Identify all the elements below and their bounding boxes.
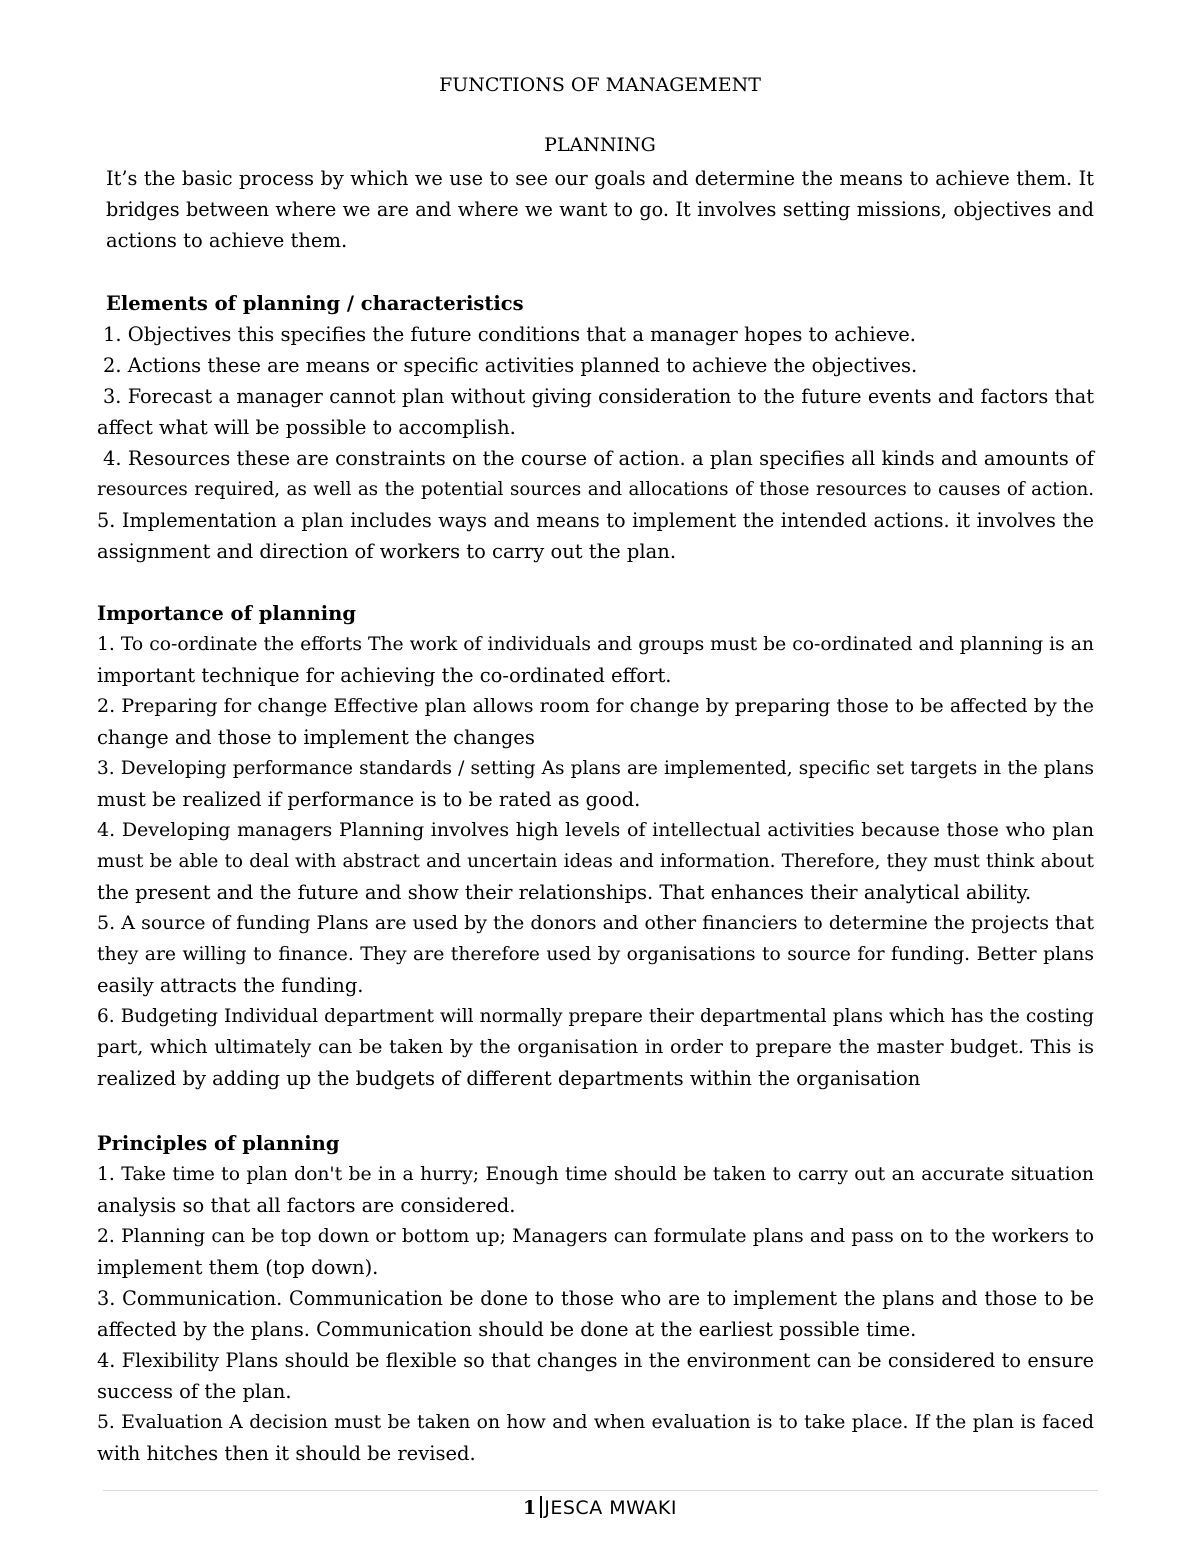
principles-line: success of the plan. bbox=[97, 1380, 292, 1403]
elements-line: 2. Actions these are means or specific activities planned to achieve the objectives. bbox=[103, 354, 918, 377]
principles-line: 5. Evaluation A decision must be taken on how and when evaluation is to take place. If the plan is faced bbox=[97, 1412, 1094, 1433]
elements-heading: Elements of planning / characteristics bbox=[106, 292, 524, 315]
footer-separator bbox=[540, 1496, 542, 1518]
elements-line: 3. Forecast a manager cannot plan without giving consideration to the future events and factors that bbox=[103, 385, 1094, 408]
importance-line: 5. A source of funding Plans are used by the donors and other financiers to determine the projects that bbox=[97, 912, 1094, 934]
importance-line: 1. To co-ordinate the efforts The work of individuals and groups must be co-ordinated and planning is an bbox=[97, 634, 1094, 655]
elements-line: 5. Implementation a plan includes ways and means to implement the intended actions. it involves the bbox=[97, 509, 1094, 532]
section-title: PLANNING bbox=[544, 134, 656, 156]
importance-line: realized by adding up the budgets of different departments within the organisation bbox=[97, 1067, 921, 1090]
principles-line: affected by the plans. Communication should be done at the earliest possible time. bbox=[97, 1318, 917, 1341]
importance-line: they are willing to finance. They are therefore used by organisations to source for funding. Better plans bbox=[97, 944, 1094, 965]
principles-section bbox=[97, 1128, 1094, 1469]
intro-line: actions to achieve them. bbox=[106, 229, 348, 252]
principles-line: with hitches then it should be revised. bbox=[97, 1442, 476, 1465]
principles-line: analysis so that all factors are considered. bbox=[97, 1194, 516, 1217]
importance-line: important technique for achieving the co-ordinated effort. bbox=[97, 664, 672, 687]
intro-line: It’s the basic process by which we use to see our goals and determine the means to achieve them. It bbox=[106, 167, 1094, 190]
importance-line: 3. Developing performance standards / setting As plans are implemented, specific set targets in the plans bbox=[97, 758, 1094, 779]
importance-line: 4. Developing managers Planning involves high levels of intellectual activities because those who plan bbox=[97, 819, 1094, 841]
intro-paragraph bbox=[106, 163, 1094, 256]
principles-line: 3. Communication. Communication be done to those who are to implement the plans and those to be bbox=[97, 1287, 1094, 1310]
importance-line: 2. Preparing for change Effective plan allows room for change by preparing those to be affected by the bbox=[97, 695, 1094, 717]
importance-line: must be realized if performance is to be rated as good. bbox=[97, 788, 641, 811]
elements-line: affect what will be possible to accomplish. bbox=[97, 416, 516, 439]
elements-section bbox=[97, 288, 1094, 567]
importance-heading: Importance of planning bbox=[97, 602, 356, 625]
footer-divider bbox=[103, 1490, 1098, 1491]
principles-line: 4. Flexibility Plans should be flexible so that changes in the environment can be considered to ensure bbox=[97, 1349, 1094, 1372]
elements-line: 1. Objectives this specifies the future conditions that a manager hopes to achieve. bbox=[103, 323, 916, 346]
importance-line: the present and the future and show their relationships. That enhances their analytical ability. bbox=[97, 881, 1032, 904]
page-number: 1 bbox=[523, 1497, 537, 1519]
elements-line: 4. Resources these are constraints on the course of action. a plan specifies all kinds and amounts of bbox=[103, 447, 1094, 470]
principles-line: implement them (top down). bbox=[97, 1256, 379, 1279]
principles-line: 1. Take time to plan don't be in a hurry; Enough time should be taken to carry out an accurate situation bbox=[97, 1164, 1094, 1185]
intro-line: bridges between where we are and where we want to go. It involves setting missions, objectives and bbox=[106, 198, 1094, 221]
principles-heading: Principles of planning bbox=[97, 1132, 340, 1155]
document-title: FUNCTIONS OF MANAGEMENT bbox=[439, 74, 761, 96]
importance-line: easily attracts the funding. bbox=[97, 974, 364, 997]
importance-line: must be able to deal with abstract and uncertain ideas and information. Therefore, they must think about bbox=[97, 851, 1094, 872]
page-footer bbox=[0, 1496, 1200, 1519]
importance-line: part, which ultimately can be taken by the organisation in order to prepare the master budget. This is bbox=[97, 1036, 1094, 1058]
elements-line: assignment and direction of workers to carry out the plan. bbox=[97, 540, 677, 563]
importance-line: change and those to implement the changes bbox=[97, 726, 535, 749]
footer-author: JESCA MWAKI bbox=[544, 1497, 677, 1519]
importance-line: 6. Budgeting Individual department will normally prepare their departmental plans which has the costing bbox=[97, 1006, 1094, 1027]
principles-line: 2. Planning can be top down or bottom up; Managers can formulate plans and pass on to the workers to bbox=[97, 1226, 1094, 1247]
importance-section bbox=[97, 598, 1094, 1094]
elements-line: resources required, as well as the potential sources and allocations of those resources to causes of action. bbox=[97, 479, 1094, 500]
